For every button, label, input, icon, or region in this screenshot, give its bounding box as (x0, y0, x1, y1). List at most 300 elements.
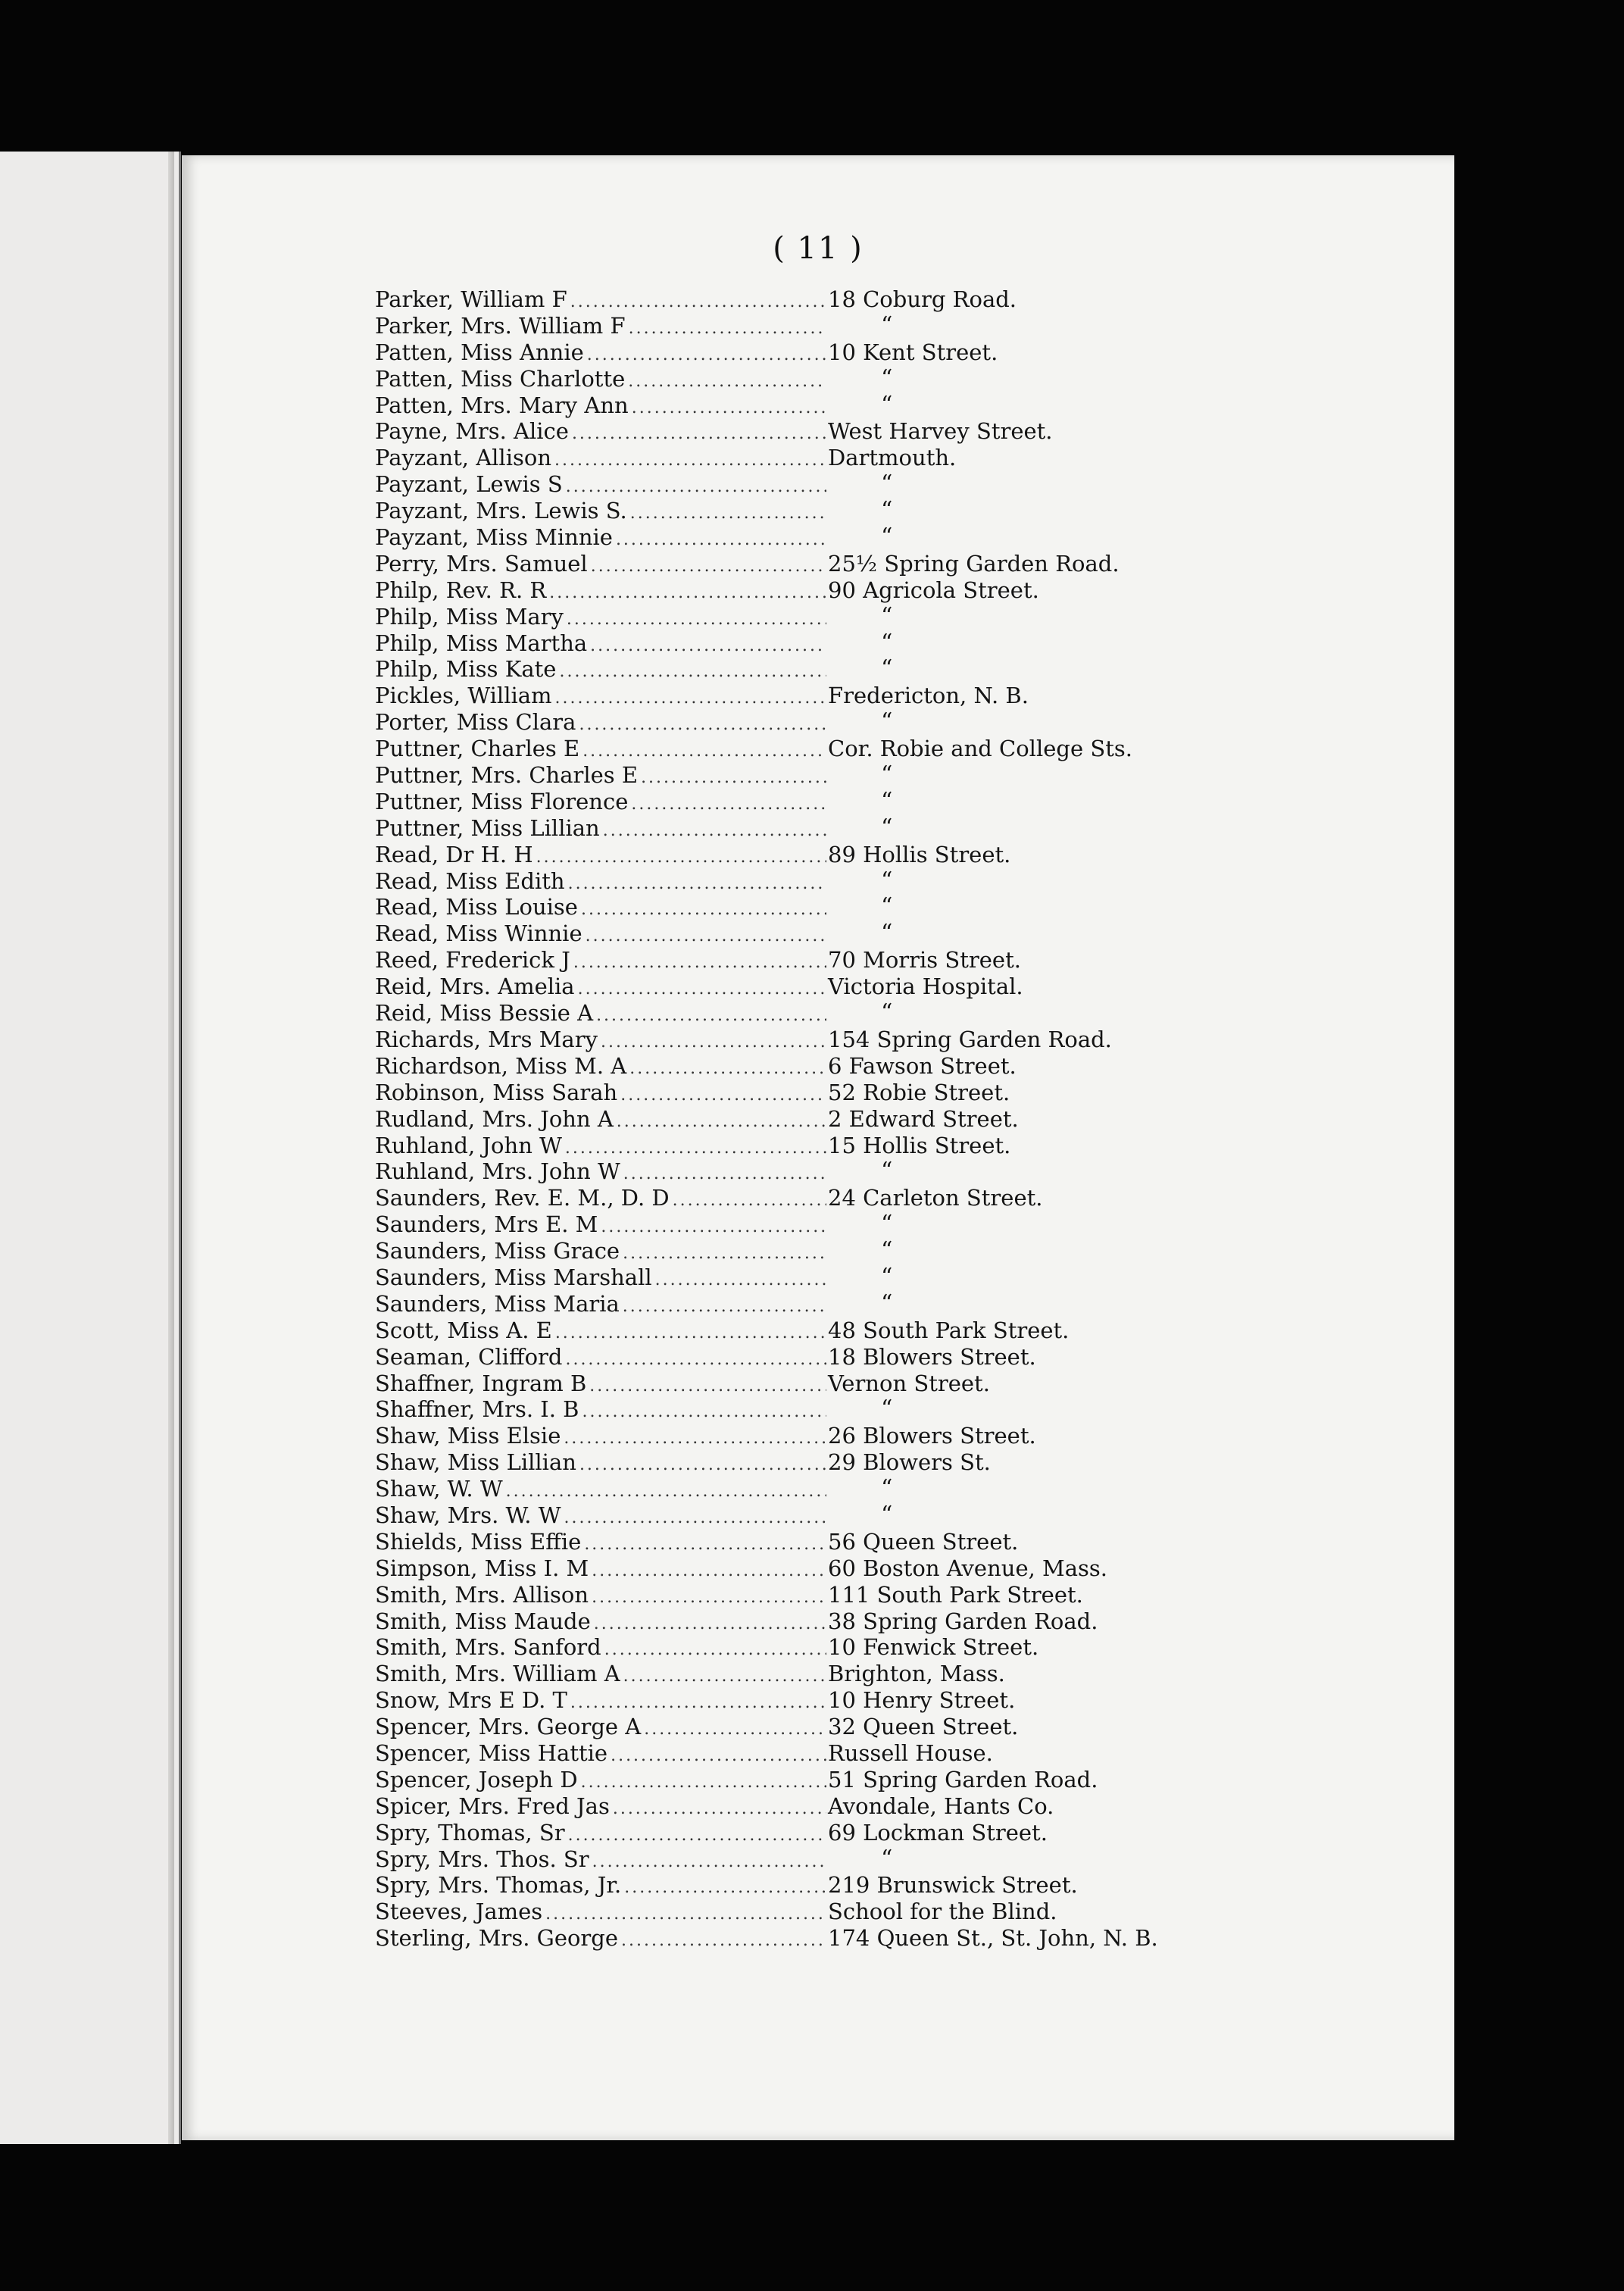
directory-entry (375, 1846, 1254, 1873)
entry-name-column (375, 1555, 826, 1585)
directory-entry (375, 1555, 1254, 1582)
directory-entry (375, 471, 1254, 498)
entry-name: Smith, Mrs. Sanford (375, 1634, 601, 1661)
directory-entry (375, 1211, 1254, 1238)
entry-address: 32 Queen Street. (828, 1714, 1019, 1740)
entry-name-column (375, 1371, 826, 1400)
entry-name-column (375, 392, 826, 422)
dot-leader (581, 1770, 826, 1796)
entry-name: Pickles, William (375, 683, 552, 709)
ditto-mark: “ (881, 391, 893, 418)
entry-address: 48 South Park Street. (828, 1317, 1070, 1343)
entry-name-column (375, 1502, 826, 1532)
dot-leader (568, 1823, 826, 1849)
directory-entry (375, 1053, 1254, 1080)
dot-leader (604, 1637, 826, 1664)
entry-address: 89 Hollis Street. (828, 841, 1011, 867)
entry-name: Patten, Miss Annie (375, 339, 584, 365)
dot-leader (644, 1717, 826, 1743)
entry-name: Philp, Miss Mary (375, 603, 564, 630)
directory-entry (375, 551, 1254, 577)
entry-name-column (375, 1820, 826, 1849)
entry-address: 60 Boston Avenue, Mass. (828, 1555, 1108, 1581)
entry-address: 219 Brunswick Street. (828, 1872, 1078, 1899)
entry-name-column (375, 974, 826, 1003)
entry-name-column (375, 498, 826, 527)
dot-leader (590, 633, 826, 660)
ditto-mark: “ (881, 1158, 893, 1185)
entry-address: 174 Queen St., St. John, N. B. (828, 1925, 1158, 1952)
entry-name-column (375, 1000, 826, 1030)
entry-address: 18 Blowers Street. (828, 1343, 1036, 1370)
entry-name-column (375, 1291, 826, 1321)
directory-entry (375, 1080, 1254, 1106)
dot-leader (565, 1347, 826, 1374)
dot-leader (623, 1161, 826, 1188)
dot-leader (570, 1690, 826, 1717)
directory-entry (375, 894, 1254, 920)
ditto-mark: “ (881, 893, 893, 920)
directory-entry (375, 1872, 1254, 1899)
entry-address: 2 Edward Street. (828, 1105, 1019, 1132)
entry-name: Payne, Mrs. Alice (375, 418, 569, 445)
ditto-mark: “ (881, 708, 893, 736)
directory-entry (375, 418, 1254, 445)
entry-name: Puttner, Charles E (375, 736, 580, 762)
entry-name-column (375, 789, 826, 818)
entry-name: Reid, Miss Bessie A (375, 1000, 594, 1027)
entry-name: Payzant, Miss Minnie (375, 524, 613, 551)
entry-name-column (375, 1899, 826, 1928)
dot-leader (620, 1083, 826, 1109)
ditto-mark: “ (881, 524, 893, 551)
dot-leader (624, 1875, 826, 1902)
directory-entry (375, 1027, 1254, 1053)
entry-address: Dartmouth. (828, 445, 957, 471)
directory-entry (375, 1925, 1254, 1952)
entry-name-column (375, 1449, 826, 1479)
entry-name: Parker, William F (375, 286, 567, 312)
directory-entry (375, 1661, 1254, 1687)
dot-leader (506, 1479, 826, 1505)
directory-entry (375, 1317, 1254, 1344)
entry-name-column (375, 551, 826, 580)
entry-name: Perry, Mrs. Samuel (375, 550, 588, 577)
directory-entry (375, 789, 1254, 815)
entry-name-column (375, 1793, 826, 1823)
dot-leader (630, 501, 826, 527)
entry-name: Spencer, Joseph D (375, 1766, 578, 1792)
directory-entry (375, 920, 1254, 947)
dot-leader (673, 1188, 826, 1214)
directory-entry (375, 313, 1254, 339)
ditto-mark: “ (881, 1501, 893, 1528)
entry-name-column (375, 1238, 826, 1267)
entry-address: 6 Fawson Street. (828, 1052, 1017, 1079)
entry-name: Smith, Mrs. Allison (375, 1581, 589, 1608)
page-number: ( 11 ) (773, 231, 864, 266)
entry-name: Porter, Miss Clara (375, 709, 576, 736)
dot-leader (655, 1267, 826, 1294)
dot-leader (564, 1426, 826, 1452)
dot-leader (632, 395, 826, 422)
dot-leader (592, 1849, 826, 1876)
entry-name: Payzant, Lewis S (375, 471, 563, 498)
dot-leader (587, 342, 826, 369)
entry-address: 10 Fenwick Street. (828, 1634, 1039, 1661)
entry-address: Brighton, Mass. (828, 1661, 1005, 1687)
entry-name: Read, Miss Winnie (375, 920, 582, 947)
directory-entry (375, 1133, 1254, 1159)
dot-leader (628, 369, 826, 395)
directory-entry (375, 1767, 1254, 1793)
entry-name: Smith, Miss Maude (375, 1608, 591, 1634)
entry-address: 154 Spring Garden Road. (828, 1026, 1112, 1052)
dot-leader (596, 1003, 826, 1030)
ditto-mark: “ (881, 311, 893, 339)
entry-address: 90 Agricola Street. (828, 577, 1039, 603)
entry-name-column (375, 1396, 826, 1426)
directory-entry (375, 1396, 1254, 1423)
entry-name: Patten, Mrs. Mary Ann (375, 392, 629, 418)
ditto-mark: “ (881, 364, 893, 392)
dot-leader (617, 1109, 826, 1136)
entry-name: Saunders, Rev. E. M., D. D (375, 1185, 670, 1211)
directory-entry (375, 1291, 1254, 1317)
entry-name: Shaffner, Mrs. I. B (375, 1396, 579, 1423)
entry-name-column (375, 1634, 826, 1664)
entry-name-column (375, 683, 826, 712)
entry-name-column (375, 656, 826, 686)
entry-address: West Harvey Street. (828, 418, 1053, 445)
directory-entry (375, 604, 1254, 630)
entry-name-column (375, 920, 826, 950)
entry-address: Cor. Robie and College Sts. (828, 736, 1132, 762)
ditto-mark: “ (881, 1845, 893, 1872)
entry-name-column (375, 1080, 826, 1109)
entry-address: Fredericton, N. B. (828, 683, 1029, 709)
ditto-mark: “ (881, 867, 893, 894)
dot-leader (573, 950, 826, 977)
entry-name: Payzant, Allison (375, 445, 552, 471)
ditto-mark: “ (881, 920, 893, 947)
entry-address: 25½ Spring Garden Road. (828, 550, 1120, 577)
ditto-mark: “ (881, 1263, 893, 1290)
directory-entry (375, 1238, 1254, 1264)
dot-leader (592, 1558, 826, 1585)
entry-name: Read, Miss Louise (375, 894, 578, 920)
directory-entry (375, 1502, 1254, 1529)
entry-name-column (375, 1344, 826, 1374)
entry-address: Avondale, Hants Co. (828, 1792, 1054, 1819)
entry-name-column (375, 1608, 826, 1638)
dot-leader (589, 1374, 826, 1400)
directory-entry (375, 868, 1254, 895)
directory-entry (375, 1529, 1254, 1555)
directory-entry (375, 842, 1254, 868)
entry-name: Spry, Thomas, Sr (375, 1819, 565, 1846)
ditto-mark: “ (881, 602, 893, 630)
entry-address: 15 Hollis Street. (828, 1132, 1011, 1158)
dot-leader (579, 712, 826, 739)
entry-address: Russell House. (828, 1739, 993, 1766)
dot-leader (623, 1664, 826, 1690)
dot-leader (565, 1136, 826, 1162)
dot-leader (641, 765, 826, 792)
entry-name: Reed, Frederick J (375, 947, 570, 974)
entry-name-column (375, 762, 826, 792)
entry-name: Shaw, Miss Elsie (375, 1423, 561, 1449)
directory-entry (375, 366, 1254, 392)
directory-entry (375, 1476, 1254, 1502)
ditto-mark: “ (881, 1289, 893, 1317)
entry-name-column (375, 366, 826, 395)
entry-name-column (375, 577, 826, 607)
dot-leader (564, 1505, 826, 1532)
dot-leader (592, 1585, 826, 1611)
entry-address: 69 Lockman Street. (828, 1819, 1048, 1846)
entry-address: 10 Kent Street. (828, 339, 998, 365)
dot-leader (603, 818, 826, 845)
entry-name-column (375, 604, 826, 633)
directory-entry (375, 1714, 1254, 1740)
entry-name: Spencer, Miss Hattie (375, 1739, 608, 1766)
entry-address: School for the Blind. (828, 1899, 1057, 1925)
entry-name: Read, Dr H. H (375, 841, 533, 867)
ditto-mark: “ (881, 470, 893, 498)
entry-name-column (375, 524, 826, 554)
entry-name: Steeves, James (375, 1899, 543, 1925)
ditto-mark: “ (881, 629, 893, 656)
entry-name: Philp, Rev. R. R (375, 577, 547, 603)
directory-entry (375, 498, 1254, 524)
entry-name-column (375, 1133, 826, 1162)
entry-name-column (375, 1872, 826, 1902)
entry-name-column (375, 815, 826, 845)
dot-leader (594, 1611, 826, 1638)
entry-address: 70 Morris Street. (828, 947, 1021, 974)
entry-address: 26 Blowers Street. (828, 1423, 1036, 1449)
ditto-mark: “ (881, 999, 893, 1027)
dot-leader (578, 977, 826, 1003)
entry-name: Sterling, Mrs. George (375, 1925, 619, 1952)
entry-name-column (375, 1740, 826, 1770)
directory-page (182, 155, 1454, 2140)
entry-name-column (375, 1264, 826, 1294)
dot-leader (591, 554, 826, 580)
entry-name: Puttner, Miss Lillian (375, 814, 600, 841)
directory-entry (375, 947, 1254, 974)
entry-name: Seaman, Clifford (375, 1343, 563, 1370)
ditto-mark: “ (881, 761, 893, 789)
entry-name: Spencer, Mrs. George A (375, 1714, 642, 1740)
dot-leader (616, 527, 826, 554)
entry-name-column (375, 339, 826, 369)
entry-name: Richards, Mrs Mary (375, 1026, 598, 1052)
ditto-mark: “ (881, 1211, 893, 1238)
entry-name-column (375, 1925, 826, 1955)
entry-name-column (375, 736, 826, 765)
facing-page (0, 152, 181, 2144)
ditto-mark: “ (881, 787, 893, 814)
dot-leader (566, 474, 826, 501)
entry-name-column (375, 1211, 826, 1241)
directory-entry (375, 339, 1254, 366)
entry-name-column (375, 1661, 826, 1690)
directory-entry (375, 524, 1254, 551)
directory-entry (375, 1820, 1254, 1846)
entry-name: Spry, Mrs. Thos. Sr (375, 1846, 589, 1872)
directory-entry (375, 1687, 1254, 1714)
ditto-mark: “ (881, 814, 893, 841)
entry-name-column (375, 1423, 826, 1452)
entry-address: Victoria Hospital. (828, 974, 1023, 1000)
entry-name: Patten, Miss Charlotte (375, 365, 626, 392)
dot-leader (601, 1030, 826, 1056)
directory-entry (375, 1449, 1254, 1476)
directory-entry (375, 1000, 1254, 1027)
entry-address: 10 Henry Street. (828, 1687, 1016, 1714)
dot-leader (629, 1056, 826, 1083)
dot-leader (584, 1532, 826, 1558)
directory-entry (375, 656, 1254, 683)
dot-leader (579, 1452, 826, 1479)
entry-name-column (375, 1027, 826, 1056)
dot-leader (621, 1928, 826, 1955)
entry-name: Snow, Mrs E D. T (375, 1687, 567, 1714)
entry-name-column (375, 1687, 826, 1717)
directory-entry (375, 1793, 1254, 1820)
dot-leader (536, 845, 826, 871)
dot-leader (572, 421, 826, 448)
dot-leader (545, 1902, 826, 1928)
entry-address: 51 Spring Garden Road. (828, 1766, 1098, 1792)
directory-entry (375, 709, 1254, 736)
directory-entry (375, 1740, 1254, 1767)
directory-entry (375, 974, 1254, 1000)
directory-entry (375, 630, 1254, 657)
entry-name: Puttner, Mrs. Charles E (375, 762, 639, 789)
entry-name-column (375, 709, 826, 739)
entry-name-column (375, 418, 826, 448)
entry-name: Shaw, Miss Lillian (375, 1449, 576, 1476)
directory-entry (375, 683, 1254, 709)
dot-leader (611, 1743, 826, 1770)
entry-address: 18 Coburg Road. (828, 286, 1017, 312)
entry-name-column (375, 630, 826, 660)
entry-name-column (375, 471, 826, 501)
entry-address: 38 Spring Garden Road. (828, 1608, 1098, 1634)
directory-entry (375, 1344, 1254, 1371)
entry-name-column (375, 947, 826, 977)
dot-leader (582, 1399, 826, 1426)
entry-name: Parker, Mrs. William F (375, 312, 626, 339)
dot-leader (559, 659, 826, 686)
directory-entry (375, 815, 1254, 842)
ditto-mark: “ (881, 497, 893, 524)
directory-entry (375, 1106, 1254, 1133)
entry-name: Puttner, Miss Florence (375, 788, 629, 814)
entry-name: Ruhland, Mrs. John W (375, 1158, 620, 1185)
entry-name-column (375, 1317, 826, 1347)
entry-name-column (375, 1714, 826, 1743)
entry-name-column (375, 868, 826, 898)
directory-entry (375, 1264, 1254, 1291)
directory-entry (375, 577, 1254, 604)
directory-entry (375, 1899, 1254, 1925)
entry-name: Spicer, Mrs. Fred Jas (375, 1792, 610, 1819)
dot-leader (586, 924, 826, 950)
dot-leader (631, 792, 826, 818)
entry-address: 29 Blowers St. (828, 1449, 991, 1476)
directory-entry (375, 1608, 1254, 1635)
entry-name: Rudland, Mrs. John A (375, 1105, 614, 1132)
directory-listing (375, 286, 1254, 1952)
directory-entry (375, 736, 1254, 762)
dot-leader (570, 289, 826, 316)
dot-leader (567, 607, 826, 633)
entry-name: Saunders, Miss Maria (375, 1290, 620, 1317)
dot-leader (554, 448, 826, 474)
entry-name: Reid, Mrs. Amelia (375, 974, 575, 1000)
entry-name-column (375, 1846, 826, 1876)
directory-entry (375, 1634, 1254, 1661)
directory-entry (375, 286, 1254, 313)
directory-entry (375, 1158, 1254, 1185)
entry-name: Ruhland, John W (375, 1132, 562, 1158)
entry-name-column (375, 1106, 826, 1136)
entry-name-column (375, 1767, 826, 1796)
directory-entry (375, 445, 1254, 471)
ditto-mark: “ (881, 1396, 893, 1423)
entry-name-column (375, 445, 826, 474)
entry-name: Robinson, Miss Sarah (375, 1079, 618, 1105)
entry-name-column (375, 1053, 826, 1083)
directory-entry (375, 1185, 1254, 1211)
entry-address: 56 Queen Street. (828, 1528, 1019, 1555)
entry-name-column (375, 313, 826, 342)
directory-entry (375, 762, 1254, 789)
entry-address: 24 Carleton Street. (828, 1185, 1043, 1211)
ditto-mark: “ (881, 1237, 893, 1264)
dot-leader (582, 739, 826, 765)
entry-address: Vernon Street. (828, 1370, 990, 1396)
entry-name: Shaw, W. W (375, 1476, 503, 1502)
entry-name: Scott, Miss A. E (375, 1317, 552, 1343)
entry-name: Saunders, Mrs E. M (375, 1211, 598, 1238)
dot-leader (581, 897, 826, 924)
directory-entry (375, 1582, 1254, 1608)
dot-leader (629, 316, 826, 342)
entry-name-column (375, 1185, 826, 1214)
ditto-mark: “ (881, 1475, 893, 1502)
entry-name-column (375, 842, 826, 871)
dot-leader (613, 1796, 826, 1823)
entry-name-column (375, 894, 826, 924)
entry-name-column (375, 1529, 826, 1558)
dot-leader (601, 1214, 826, 1241)
entry-name: Shaffner, Ingram B (375, 1370, 587, 1396)
directory-entry (375, 1423, 1254, 1449)
entry-name: Simpson, Miss I. M (375, 1555, 589, 1581)
entry-address: 52 Robie Street. (828, 1079, 1010, 1105)
dot-leader (549, 580, 826, 607)
entry-name: Richardson, Miss M. A (375, 1052, 627, 1079)
entry-name: Payzant, Mrs. Lewis S. (375, 498, 627, 524)
entry-name-column (375, 286, 826, 316)
dot-leader (555, 1321, 826, 1347)
entry-name: Shields, Miss Effie (375, 1528, 582, 1555)
